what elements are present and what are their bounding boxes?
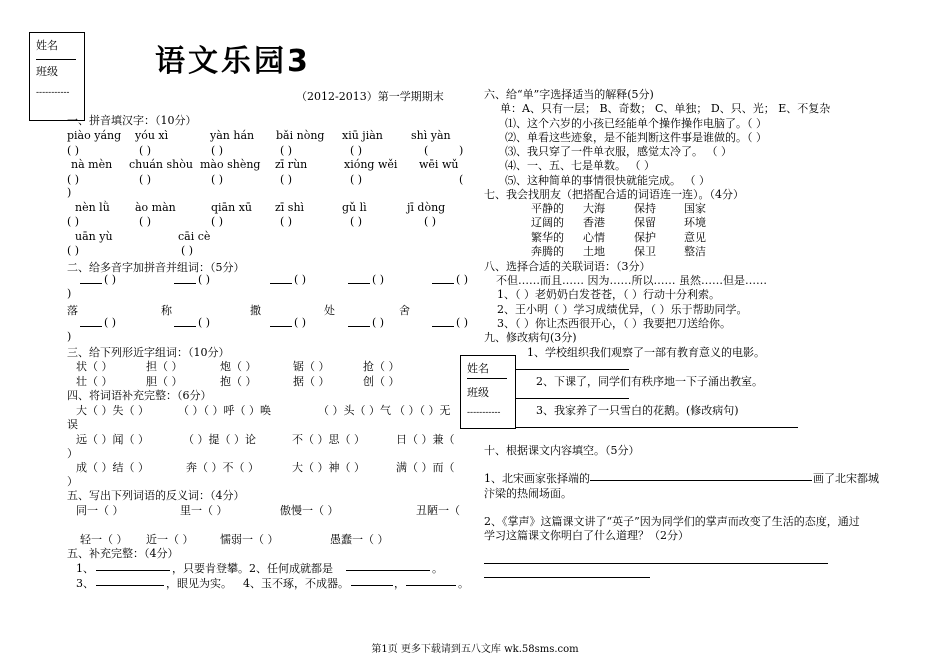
antonym-item[interactable]: 同一（ ）	[76, 504, 124, 517]
pinyin-item: piào yáng	[67, 129, 122, 142]
section-1-heading: 一、拼音填汉字：（10分）	[67, 114, 197, 127]
page-title: 语文乐园3	[155, 44, 311, 79]
line-text: 4、玉不琢，不成器。	[243, 577, 349, 590]
pinyin-line[interactable]	[270, 316, 292, 327]
answer-blank[interactable]: ( )	[211, 144, 224, 157]
idiom-item[interactable]: 大（ ）神（ ）	[292, 461, 365, 474]
match-word[interactable]: 大海	[583, 202, 605, 215]
idiom-item[interactable]: 满（ ）而（	[396, 461, 455, 474]
dan-options: 单：A、只有一层； B、奇数； C、单独； D、只、光； E、不复杂	[500, 102, 831, 115]
wrapped-text: ）	[67, 447, 78, 460]
polyphone-cell[interactable]: ( )	[372, 316, 385, 329]
answer-line[interactable]	[484, 577, 650, 578]
polyphone-cell[interactable]: ( )	[104, 273, 117, 286]
section-5b-heading: 五、补充完整：（4分）	[67, 547, 179, 560]
match-word[interactable]: 土地	[583, 245, 605, 258]
section-5a-heading: 五、写出下列词语的反义词：（4分）	[67, 489, 245, 502]
match-word[interactable]: 保留	[634, 216, 656, 229]
subtitle: （2012-2013）第一学期期末	[296, 90, 444, 103]
pinyin-item: shì yàn	[411, 129, 451, 142]
match-word[interactable]: 香港	[583, 216, 605, 229]
similar-char-item[interactable]: 据（ ）	[293, 375, 330, 388]
pinyin-item: chuán shòu	[129, 158, 193, 171]
idiom-item[interactable]: 大（ ）失（ ）	[76, 404, 149, 417]
section-8-heading: 八、选择合适的关联词语：（3分）	[484, 260, 651, 273]
idiom-item[interactable]: （ ）（ ）呼（ ）唤	[178, 404, 271, 417]
polyphone-char: 舍	[399, 304, 410, 317]
conjunction-item[interactable]: 1、（ ）老奶奶白发苍苍，（ ）行动十分利索。	[497, 288, 720, 301]
answer-blank[interactable]: ( )	[67, 215, 80, 228]
fill-blank[interactable]	[346, 560, 430, 571]
fill-blank[interactable]	[590, 470, 812, 481]
pinyin-item: cāi cè	[178, 230, 211, 243]
answer-blank[interactable]: ( )	[350, 144, 363, 157]
match-word[interactable]: 辽阔的	[531, 216, 564, 229]
answer-blank[interactable]: ( )	[280, 173, 293, 186]
wrapped-text: 误	[67, 418, 78, 431]
name-underline	[36, 59, 76, 60]
answer-line[interactable]	[484, 563, 828, 564]
class-label: 班级	[467, 386, 489, 399]
polyphone-cell[interactable]: ( )	[104, 316, 117, 329]
conjunction-item[interactable]: 2、王小明（ ）学习成绩优异，（ ）乐于帮助同学。	[497, 303, 748, 316]
idiom-item[interactable]: （ ）提（ ）论	[183, 433, 256, 446]
similar-char-item[interactable]: 炮（ ）	[220, 360, 257, 373]
fill-blank[interactable]	[351, 575, 393, 586]
q2-text: 2、《掌声》这篇课文讲了“英子”因为同学们的掌声而改变了生活的态度，通过	[484, 515, 860, 528]
page-footer: 第1页 更多下载请到五八文库 wk.58sms.com	[371, 644, 579, 655]
pinyin-line[interactable]	[348, 316, 370, 327]
line-text: ，眼见为实。	[166, 577, 232, 590]
answer-blank[interactable]: ( )	[67, 244, 80, 257]
q1-text: 1、北宋画家张择端的	[484, 472, 590, 485]
idiom-item[interactable]: 远（ ）闻（ ）	[76, 433, 149, 446]
idiom-item[interactable]: 不（ ）思（ ）	[292, 433, 365, 446]
name-underline	[467, 378, 507, 379]
polyphone-cell[interactable]: ( )	[294, 273, 307, 286]
line-text: 。	[458, 577, 469, 590]
match-word[interactable]: 保卫	[634, 245, 656, 258]
name-label: 姓名	[36, 39, 58, 52]
match-word[interactable]: 繁华的	[531, 231, 564, 244]
match-word[interactable]: 平静的	[531, 202, 564, 215]
pinyin-line[interactable]	[432, 273, 454, 284]
polyphone-cell: ( )	[456, 316, 469, 329]
conjunction-item[interactable]: 3、（ ）你让杰西很开心，（ ）我要把刀送给你。	[497, 317, 731, 330]
similar-char-item[interactable]: 状（ ）	[76, 360, 113, 373]
pinyin-line[interactable]	[174, 273, 196, 284]
pinyin-line[interactable]	[348, 273, 370, 284]
sentence-item: 1、学校组织我们观察了一部有教育意义的电影。	[527, 346, 765, 359]
pinyin-item: gǔ lì	[342, 201, 367, 214]
q1-text: 画了北宋都城	[813, 472, 879, 485]
line-text: 1、	[76, 562, 94, 575]
pinyin-line[interactable]	[80, 316, 102, 327]
section-3-heading: 三、给下列形近字组词：（10分）	[67, 346, 230, 359]
name-class-box-left	[29, 32, 85, 121]
class-label: 班级	[36, 65, 58, 78]
answer-blank[interactable]: ( )	[139, 173, 152, 186]
name-label: 姓名	[467, 362, 489, 375]
answer-blank[interactable]: (	[459, 173, 464, 186]
section-6-heading: 六、给“单”字选择适当的解释(5分)	[484, 88, 654, 101]
sentence-item: 2、下课了，同学们有秩序地一下子涌出教室。	[536, 375, 763, 388]
answer-blank[interactable]: ( )	[67, 173, 80, 186]
pinyin-item: wēi wǔ	[419, 158, 459, 171]
wrapped-paren: )	[67, 186, 72, 199]
antonym-item[interactable]: 里一（ ）	[180, 504, 228, 517]
match-word[interactable]: 保护	[634, 231, 656, 244]
wrapped-text: ）	[67, 475, 78, 488]
conjunction-options: 不但……而且…… 因为……所以…… 虽然……但是……	[496, 274, 767, 287]
name-class-box-middle	[460, 355, 516, 429]
antonym-item[interactable]: 轻一（ ）	[80, 533, 128, 546]
answer-blank[interactable]: ( )	[67, 144, 80, 157]
pinyin-item: nèn lǜ	[75, 201, 110, 214]
pinyin-item: zī rùn	[275, 158, 308, 171]
antonym-item[interactable]: 懦弱一（ ）	[220, 533, 279, 546]
idiom-item[interactable]: （ ）（ ）无	[394, 404, 451, 417]
pinyin-item: mào shèng	[200, 158, 261, 171]
answer-blank[interactable]: ( )	[181, 244, 194, 257]
similar-char-item[interactable]: 胆（ ）	[146, 375, 183, 388]
line-text: 3、	[76, 577, 94, 590]
match-word[interactable]: 保持	[634, 202, 656, 215]
match-word[interactable]: 国家	[684, 202, 706, 215]
pinyin-item: ào màn	[135, 201, 176, 214]
pinyin-item: xiū jiàn	[342, 129, 383, 142]
polyphone-cell[interactable]: ( )	[198, 273, 211, 286]
dan-item[interactable]: ⑸、这种简单的事情很快就能完成。 （ ）	[505, 174, 710, 187]
pinyin-item: zī shì	[275, 201, 305, 214]
dan-item[interactable]: ⑴、这个六岁的小孩已经能单个操作操作电脑了。（ ）	[505, 117, 767, 130]
answer-blank[interactable]: (	[424, 144, 429, 157]
answer-line[interactable]	[516, 427, 798, 428]
pinyin-item: bǎi nòng	[276, 129, 325, 142]
dan-item[interactable]: ⑶、我只穿了一件单衣服，感觉太冷了。 （ ）	[505, 145, 732, 158]
answer-blank[interactable]: ( )	[424, 215, 437, 228]
q1-text-cont: 汴梁的热闹场面。	[484, 487, 572, 500]
dan-item[interactable]: ⑷、一、五、七是单数。 （ ）	[505, 159, 655, 172]
pinyin-item: uān yù	[75, 230, 113, 243]
wrapped-paren: )	[67, 287, 72, 300]
similar-char-item[interactable]: 抢（ ）	[363, 360, 400, 373]
section-10-heading: 十、根据课文内容填空。（5分）	[484, 444, 640, 457]
answer-blank[interactable]: ( )	[280, 215, 293, 228]
similar-char-item[interactable]: 壮（ ）	[76, 375, 113, 388]
polyphone-cell: ( )	[456, 273, 469, 286]
antonym-item[interactable]: 愚蠢一（ ）	[330, 533, 389, 546]
pinyin-item: nà mèn	[71, 158, 113, 171]
line-text: ，	[394, 577, 405, 590]
similar-char-item[interactable]: 抱（ ）	[220, 375, 257, 388]
pinyin-line[interactable]	[432, 316, 454, 327]
antonym-item[interactable]: 丑陋一（	[416, 504, 460, 517]
pinyin-item: yàn hán	[210, 129, 255, 142]
idiom-item[interactable]: 成（ ）结（ ）	[76, 461, 149, 474]
match-word[interactable]: 环境	[684, 216, 706, 229]
antonym-item[interactable]: 傲慢一（ ）	[280, 504, 339, 517]
pinyin-item: yóu xì	[135, 129, 169, 142]
idiom-item[interactable]: （ ）头（ ）气	[318, 404, 391, 417]
section-9-heading: 九、修改病句(3分)	[484, 331, 577, 344]
section-2-heading: 二、给多音字加拼音并组词：（5分）	[67, 261, 245, 274]
match-word[interactable]: 奔腾的	[531, 245, 564, 258]
pinyin-line[interactable]	[174, 316, 196, 327]
polyphone-char: 落	[67, 304, 78, 317]
idiom-item[interactable]: 奔（ ）不（ ）	[186, 461, 259, 474]
pinyin-item: qiān xū	[211, 201, 252, 214]
wrapped-paren: )	[67, 330, 72, 343]
match-word[interactable]: 心情	[583, 231, 605, 244]
similar-char-item[interactable]: 锯（ ）	[293, 360, 330, 373]
answer-blank[interactable]: ( )	[350, 215, 363, 228]
answer-blank[interactable]: ( )	[350, 173, 363, 186]
pinyin-line[interactable]	[270, 273, 292, 284]
answer-blank[interactable]: ( )	[211, 173, 224, 186]
pinyin-item: jī dòng	[407, 201, 446, 214]
fill-blank[interactable]	[96, 560, 170, 571]
polyphone-cell[interactable]: ( )	[372, 273, 385, 286]
match-word[interactable]: 整洁	[684, 245, 706, 258]
polyphone-cell[interactable]: ( )	[198, 316, 211, 329]
antonym-item[interactable]: 近一（ ）	[146, 533, 194, 546]
answer-blank[interactable]: ( )	[280, 144, 293, 157]
sentence-item: 3、我家养了一只雪白的花鹅。(修改病句)	[536, 404, 739, 417]
similar-char-item[interactable]: 担（ ）	[146, 360, 183, 373]
answer-blank[interactable]: ( )	[139, 215, 152, 228]
class-dashes: -----------	[467, 408, 501, 418]
answer-line[interactable]	[516, 369, 629, 370]
match-word[interactable]: 意见	[684, 231, 706, 244]
fill-blank[interactable]	[406, 575, 456, 586]
q2-text-cont: 学习这篇课文你明白了什么道理？（2分）	[484, 529, 689, 542]
class-dashes: -----------	[36, 88, 70, 98]
polyphone-cell[interactable]: ( )	[294, 316, 307, 329]
line-text: ，只要肯登攀。2、任何成就都是	[172, 562, 333, 575]
idiom-item[interactable]: 日（ ）兼（	[396, 433, 455, 446]
answer-blank[interactable]: )	[459, 144, 464, 157]
dan-item[interactable]: ⑵、单看这些迹象，是不能判断这件事是谁做的。（ ）	[505, 131, 767, 144]
answer-line[interactable]	[516, 398, 629, 399]
polyphone-char: 称	[161, 304, 172, 317]
polyphone-char: 撒	[250, 304, 261, 317]
pinyin-line[interactable]	[80, 273, 102, 284]
similar-char-item[interactable]: 创（ ）	[363, 375, 400, 388]
fill-blank[interactable]	[96, 575, 164, 586]
answer-blank[interactable]: ( )	[139, 144, 152, 157]
section-4-heading: 四、将词语补充完整：（6分）	[67, 389, 212, 402]
section-7-heading: 七、我会找朋友（把搭配合适的词语连一连）。（4分）	[484, 188, 744, 201]
pinyin-item: xióng wěi	[344, 158, 398, 171]
polyphone-char: 处	[324, 304, 335, 317]
line-text: 。	[432, 562, 443, 575]
answer-blank[interactable]: ( )	[211, 215, 224, 228]
